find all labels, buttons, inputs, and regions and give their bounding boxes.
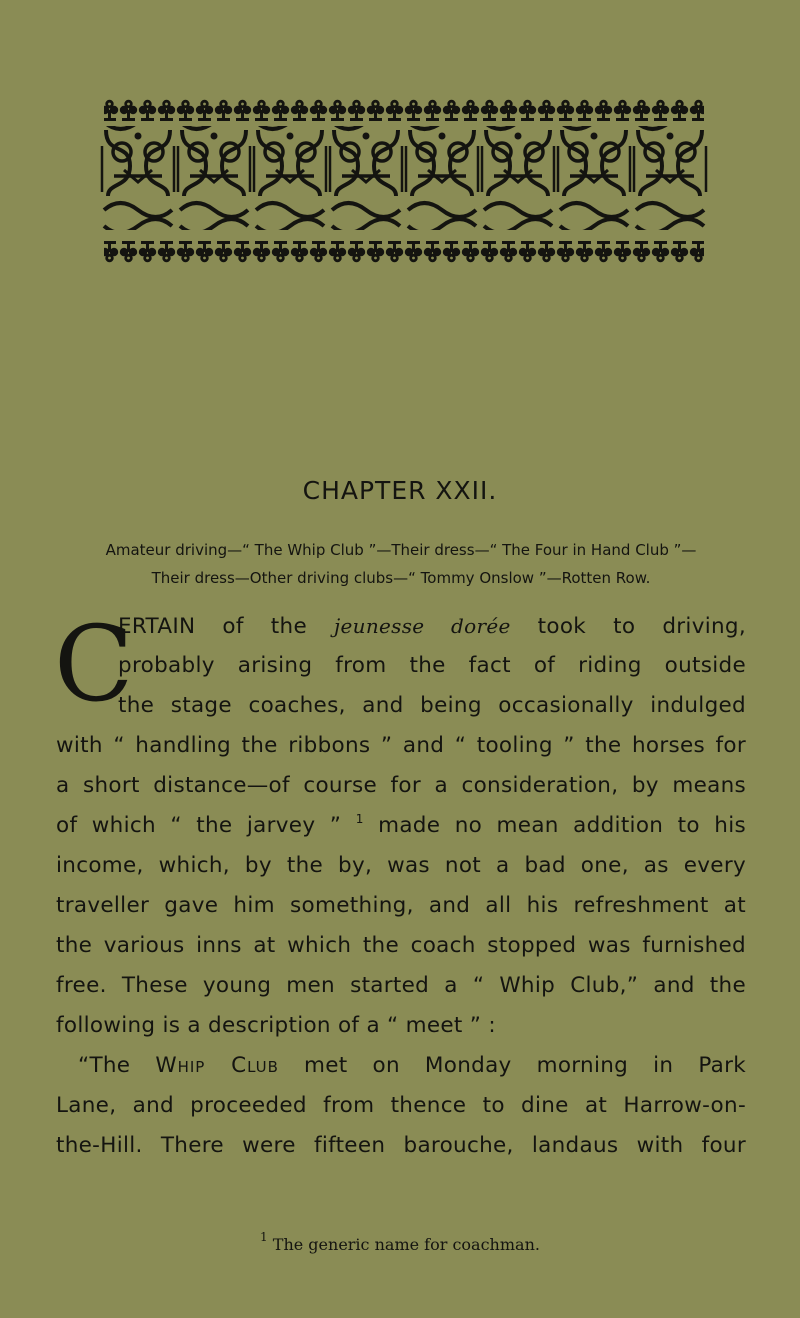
chapter-title: CHAPTER XXII. (302, 476, 498, 505)
drop-cap: C (54, 603, 134, 725)
text-line: of which “ the jarvey ” $^1$ made no mean addition to his (56, 812, 746, 838)
text-line: the stage coaches, and being occasionally indulged (118, 693, 746, 718)
body-text (54, 603, 747, 1166)
text-line: probably arising from the fact of riding outside (118, 653, 746, 678)
synopsis-line: Amateur driving—“ The Whip Club ”—Their dress—“ The Four in Hand Club ”— (105, 541, 697, 559)
ornamental-header-band (100, 96, 708, 266)
synopsis-line: Their dress—Other driving clubs—“ Tommy Onslow ”—Rotten Row. (151, 569, 651, 587)
footnote-text: The generic name for coachman. (272, 1235, 540, 1254)
text-line: income, which, by the by, was not a bad one, as every (56, 853, 746, 878)
text-line: the-Hill. There were fifteen barouche, landaus with four (56, 1133, 746, 1158)
text-line: the various inns at which the coach stopped was furnished (56, 933, 746, 958)
footnote (0, 1230, 800, 1254)
text-line: following is a description of a “ meet ” : (56, 1013, 496, 1038)
text-line: ERTAIN of the jeunesse dorée took to driving, (118, 614, 746, 639)
footnote-marker: 1 (260, 1230, 268, 1244)
text-line: a short distance—of course for a consideration, by means (56, 773, 746, 798)
text-line: Lane, and proceeded from thence to dine at Harrow-on- (56, 1093, 746, 1118)
footnote-ref[interactable]: 1 (355, 812, 364, 826)
text-line: traveller gave him something, and all his refreshment at (56, 893, 746, 918)
chapter-synopsis (56, 536, 746, 592)
text-line: free. These young men started a “ Whip Club,” and the (56, 973, 746, 998)
text-line: “The Whip Club met on Monday morning in Park (78, 1053, 747, 1078)
text-line: with “ handling the ribbons ” and “ tooling ” the horses for (56, 733, 746, 758)
